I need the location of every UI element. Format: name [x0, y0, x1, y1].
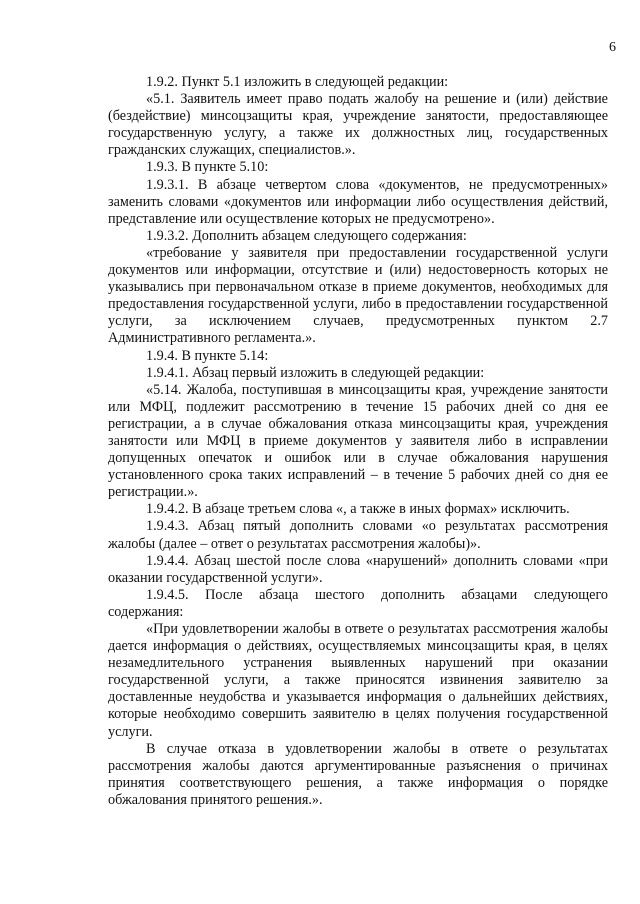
paragraph-1-9-3: 1.9.3. В пункте 5.10: [146, 159, 269, 176]
paragraph-1-9-3-2: 1.9.3.2. Дополнить абзацем следующего содержания: [146, 227, 467, 244]
paragraph-1-9-4-1: 1.9.4.1. Абзац первый изложить в следующей редакции: [146, 364, 485, 381]
document-body [108, 74, 608, 809]
paragraph-refusal-text: В случае отказа в удовлетворении жалобы в ответе о результатах рассмотрения жалобы даются аргументированные разъяснения о причинах принятия соответствующего решения, а также информация о порядке обжалования принятого решения.». [108, 740, 608, 808]
paragraph-satisfaction-text: «При удовлетворении жалобы в ответе о результатах рассмотрения жалобы дается информация о действиях, осуществляемых минсоцзащиты края, в целях незамедлительного устранения выявленных нарушений при оказании государственной услуги, а также приносятся извинения заявителю за доставленные неудобства и указывается информация о дальнейших действиях, которые необходимо совершить заявителю в целях получения государственной услуги. [108, 621, 608, 740]
paragraph-1-9-4: 1.9.4. В пункте 5.14: [146, 347, 269, 364]
paragraph-1-9-3-1: 1.9.3.1. В абзаце четвертом слова «документов, не предусмотренных» заменить словами «документов или информации либо осуществления действий, представление или осуществление которых не предусмотрено». [108, 176, 608, 227]
paragraph-5-1-text: «5.1. Заявитель имеет право подать жалобу на решение и (или) действие (бездействие) минсоцзащиты края, учреждение занятости, предоставляющее государственную услугу, а также их должностных лиц, государственных гражданских служащих, специалистов.». [108, 91, 608, 159]
paragraph-1-9-4-4: 1.9.4.4. Абзац шестой после слова «нарушений» дополнить словами «при оказании государственной услуги». [108, 552, 608, 586]
paragraph-1-9-4-3: 1.9.4.3. Абзац пятый дополнить словами «о результатах рассмотрения жалобы (далее – ответ о результатах рассмотрения жалобы)». [108, 518, 608, 552]
paragraph-1-9-2: 1.9.2. Пункт 5.1 изложить в следующей редакции: [146, 74, 449, 90]
paragraph-1-9-4-5: 1.9.4.5. После абзаца шестого дополнить абзацами следующего содержания: [108, 586, 608, 620]
paragraph-requirement-text: «требование у заявителя при предоставлении государственной услуги документов или информации, отсутствие и (или) недостоверность которых не указывались при первоначальном отказе в приеме документов, необходимых для предоставления государственной услуги, либо в предоставлении государственной услуги, за исключением случаев, предусмотренных пунктом 2.7 Административного регламента.». [108, 244, 608, 347]
paragraph-5-14-text: «5.14. Жалоба, поступившая в минсоцзащиты края, учреждение занятости или МФЦ, подлежит рассмотрению в течение 15 рабочих дней со дня ее регистрации, а в случае обжалования отказа минсоцзащиты края, учреждения занятости или МФЦ в приеме документов у заявителя либо в исправлении допущенных опечаток и ошибок или в случае обжалования нарушения установленного срока таких исправлений – в течение 5 рабочих дней со дня ее регистрации.». [108, 381, 608, 501]
page-number: 6 [609, 40, 616, 55]
paragraph-1-9-4-2: 1.9.4.2. В абзаце третьем слова «, а также в иных формах» исключить. [146, 501, 570, 518]
